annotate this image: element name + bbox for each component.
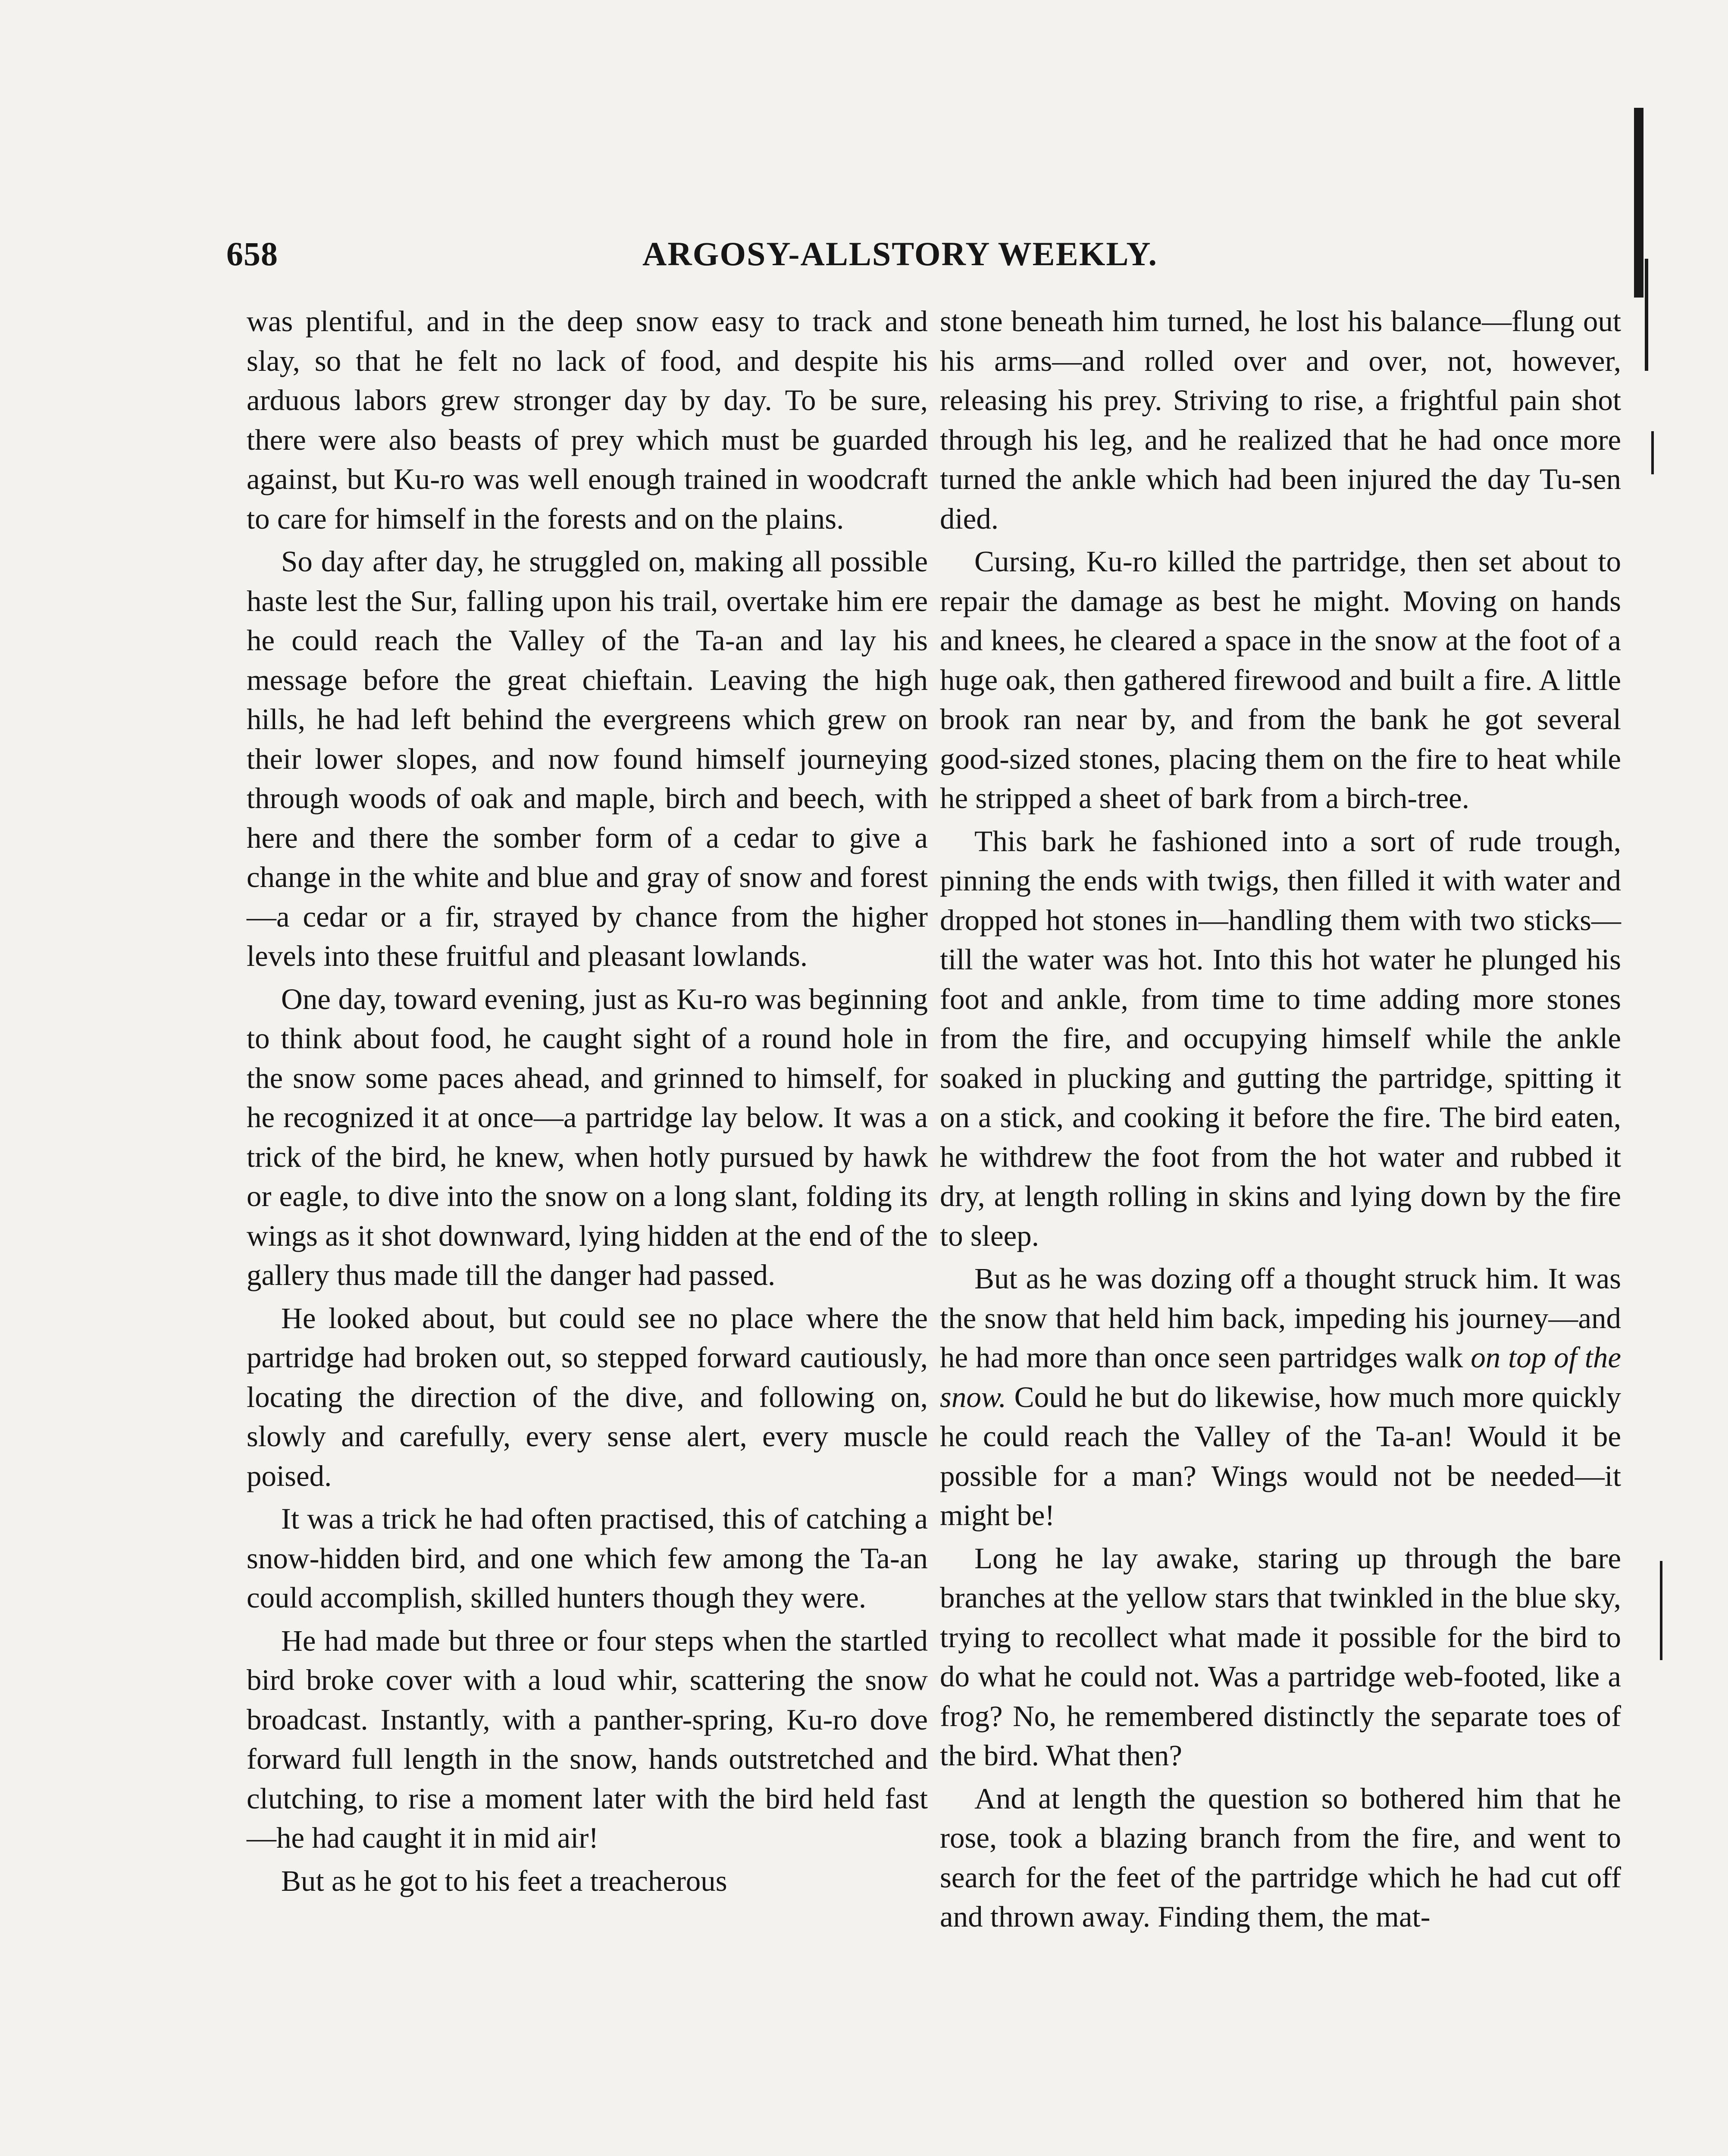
paragraph-text: Could he but do likewise, how much more quickly he could reach the Valley of the Ta-an! Would it be possible for a man? Wings would not be needed—it might be!: [940, 1380, 1621, 1532]
running-title: ARGOSY-ALLSTORY WEEKLY.: [642, 235, 1158, 273]
paragraph: [940, 1259, 1621, 1536]
paragraph: This bark he fashioned into a sort of rude trough, pinning the ends with twigs, then filled it with water and dropped hot stones in—handling them with two sticks—till the water was hot. Into this hot water he plunged his foot and ankle, from time to time adding more stones from the fire, and occupying himself while the ankle soaked in plucking and gutting the partridge, spitting it on a stick, and cooking it before the fire. The bird eaten, he withdrew the foot from the hot water and rubbed it dry, at length rolling in skins and lying down by the fire to sleep.: [940, 824, 1621, 1252]
paragraph: And at length the question so bothered him that he rose, took a blazing branch from the fire, and went to search for the feet of the partridge which he had cut off and thrown away. Finding them, the mat-: [940, 1782, 1621, 1933]
left-column: [247, 302, 928, 1904]
paragraph: So day after day, he struggled on, making all possible haste lest the Sur, falling upon his trail, overtake him ere he could reach the Valley of the Ta-an and lay his message before the great chieftain. Leaving the high hills, he had left behind the evergreens which grew on their lower slopes, and now found himself journeying through woods of oak and maple, birch and beech, with here and there the somber form of a cedar to give a change in the white and blue and gray of snow and forest—a cedar or a fir, strayed by chance from the higher levels into these fruitful and pleasant lowlands.: [247, 545, 928, 972]
paragraph: Cursing, Ku-ro killed the partridge, then set about to repair the damage as best he might. Moving on hands and knees, he cleared a space in the snow at the foot of a huge oak, then gathered firewood and built a fire. A little brook ran near by, and from the bank he got several good-sized stones, placing them on the fire to heat while he stripped a sheet of bark from a birch-tree.: [940, 545, 1621, 815]
paragraph: One day, toward evening, just as Ku-ro was beginning to think about food, he caught sight of a round hole in the snow some paces ahead, and grinned to himself, for he recognized it at once—a partridge lay below. It was a trick of the bird, he knew, when hotly pursued by hawk or eagle, to dive into the snow on a long slant, folding its wings as it shot downward, lying hidden at the end of the gallery thus made till the danger had passed.: [247, 982, 928, 1291]
right-column: [940, 302, 1621, 1940]
paragraph: He had made but three or four steps when the startled bird broke cover with a loud whir, scattering the snow broadcast. Instantly, with a panther-spring, Ku-ro dove forward full length in the snow, hands outstretched and clutching, to rise a moment later with the bird held fast—he had caught it in mid air!: [247, 1624, 928, 1854]
paragraph: It was a trick he had often practised, this of catching a snow-hidden bird, and one which few among the Ta-an could accomplish, skilled hunters though they were.: [247, 1502, 928, 1614]
italic-text: on top of the snow.: [940, 1341, 1622, 1413]
scan-edge-mark: [1634, 108, 1643, 298]
paragraph: But as he got to his feet a treacherous: [281, 1864, 727, 1897]
paragraph: stone beneath him turned, he lost his balance—flung out his arms—and rolled over and over, not, however, releasing his prey. Striving to rise, a frightful pain shot through his leg, and he realized that he had once more turned the ankle which had been injured the day Tu-sen died.: [940, 305, 1621, 535]
page-number: 658: [226, 235, 278, 273]
scan-edge-mark: [1645, 259, 1648, 371]
paragraph: Long he lay awake, staring up through the bare branches at the yellow stars that twinkled in the blue sky, trying to recollect what made it possible for the bird to do what he could not. Was a partridge web-footed, like a frog? No, he remembered distinctly the separate toes of the bird. What then?: [940, 1542, 1621, 1772]
paragraph: He looked about, but could see no place where the partridge had broken out, so stepped forward cautiously, locating the direction of the dive, and following on, slowly and carefully, every sense alert, every muscle poised.: [247, 1301, 928, 1492]
scan-edge-mark: [1660, 1561, 1662, 1660]
scan-edge-mark: [1651, 431, 1654, 474]
paragraph: was plentiful, and in the deep snow easy to track and slay, so that he felt no lack of food, and despite his arduous labors grew stronger day by day. To be sure, there were also beasts of prey which must be guarded against, but Ku-ro was well enough trained in woodcraft to care for himself in the forests and on the plains.: [247, 305, 928, 535]
paragraph-text: But as he was dozing off a thought struck him. It was the snow that held him back, impeding his journey—and he had more than once seen partridges walk: [940, 1262, 1621, 1374]
